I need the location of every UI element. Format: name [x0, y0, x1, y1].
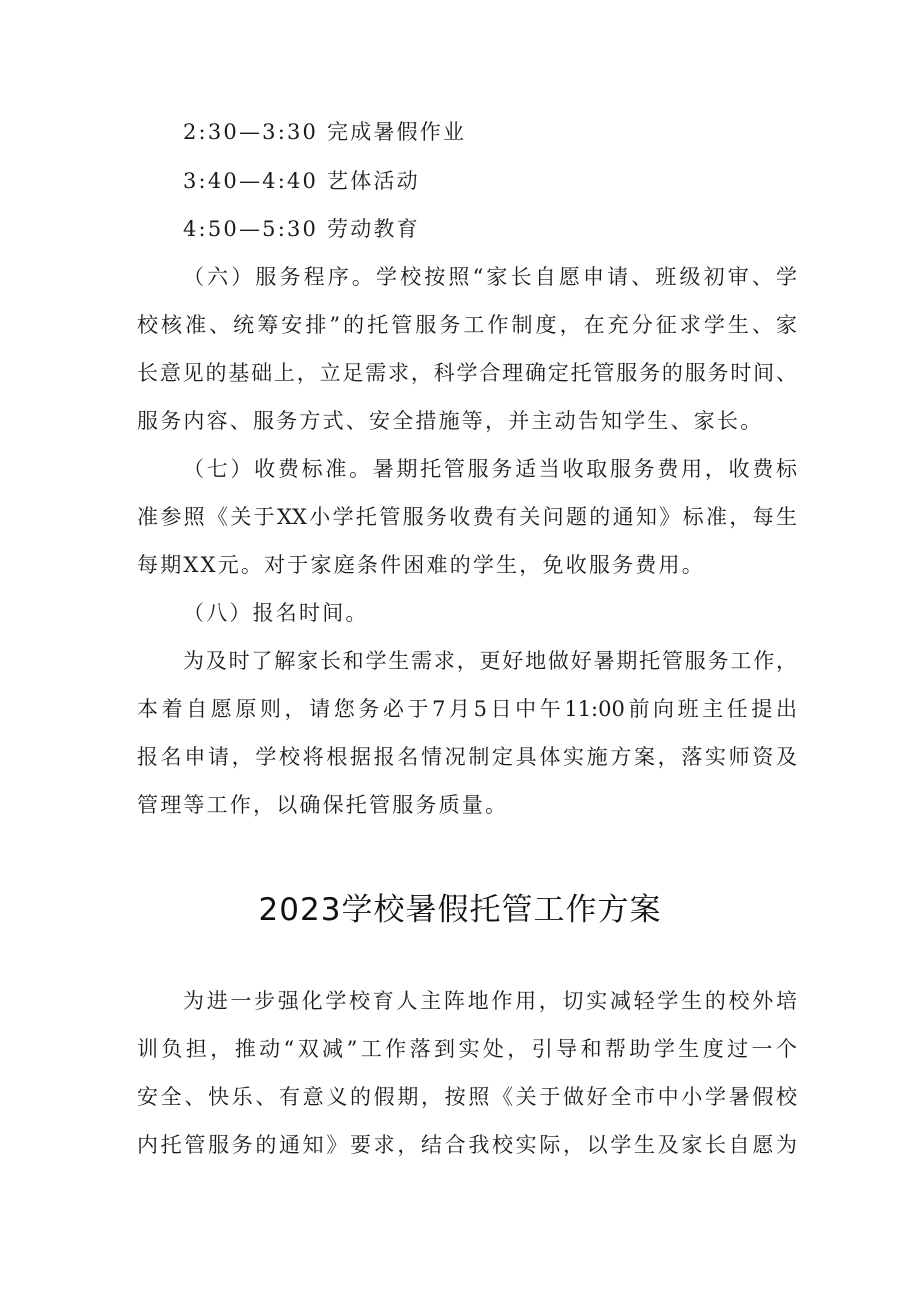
document-title: 2023学校暑假托管工作方案: [258, 892, 662, 928]
paragraph-line: 为及时了解家长和学生需求，更好地做好暑期托管服务工作，: [183, 649, 797, 673]
paragraph-line: 内托管服务的通知》要求，结合我校实际，以学生及家长自愿为: [137, 1133, 797, 1157]
schedule-line: 3:40—4:40 艺体活动: [183, 169, 420, 193]
paragraph-line: 准参照《关于XX小学托管服务收费有关问题的通知》标准，每生: [137, 505, 797, 529]
paragraph-line: 每期XX元。对于家庭条件困难的学生，免收服务费用。: [137, 553, 705, 577]
section-heading: （八）报名时间。: [183, 601, 369, 625]
paragraph-line: 报名申请，学校将根据报名情况制定具体实施方案，落实师资及: [137, 745, 797, 769]
paragraph-line: 校核准、统筹安排”的托管服务工作制度，在充分征求学生、家: [137, 313, 797, 337]
paragraph-line: 本着自愿原则，请您务必于7月5日中午11:00前向班主任提出: [137, 697, 797, 721]
paragraph-line: 为进一步强化学校育人主阵地作用，切实减轻学生的校外培: [183, 989, 797, 1013]
paragraph-line: 安全、快乐、有意义的假期，按照《关于做好全市中小学暑假校: [137, 1085, 797, 1109]
paragraph-line: （六）服务程序。学校按照“家长自愿申请、班级初审、学: [183, 265, 797, 289]
paragraph-line: 训负担，推动“双减”工作落到实处，引导和帮助学生度过一个: [137, 1037, 797, 1061]
schedule-line: 4:50—5:30 劳动教育: [183, 217, 420, 241]
paragraph-line: 管理等工作，以确保托管服务质量。: [137, 793, 509, 817]
paragraph-line: 服务内容、服务方式、安全措施等，并主动告知学生、家长。: [137, 409, 764, 433]
paragraph-line: 长意见的基础上，立足需求，科学合理确定托管服务的服务时间、: [137, 361, 797, 385]
paragraph-line: （七）收费标准。暑期托管服务适当收取服务费用，收费标: [183, 457, 797, 481]
schedule-line: 2:30—3:30 完成暑假作业: [183, 120, 467, 144]
